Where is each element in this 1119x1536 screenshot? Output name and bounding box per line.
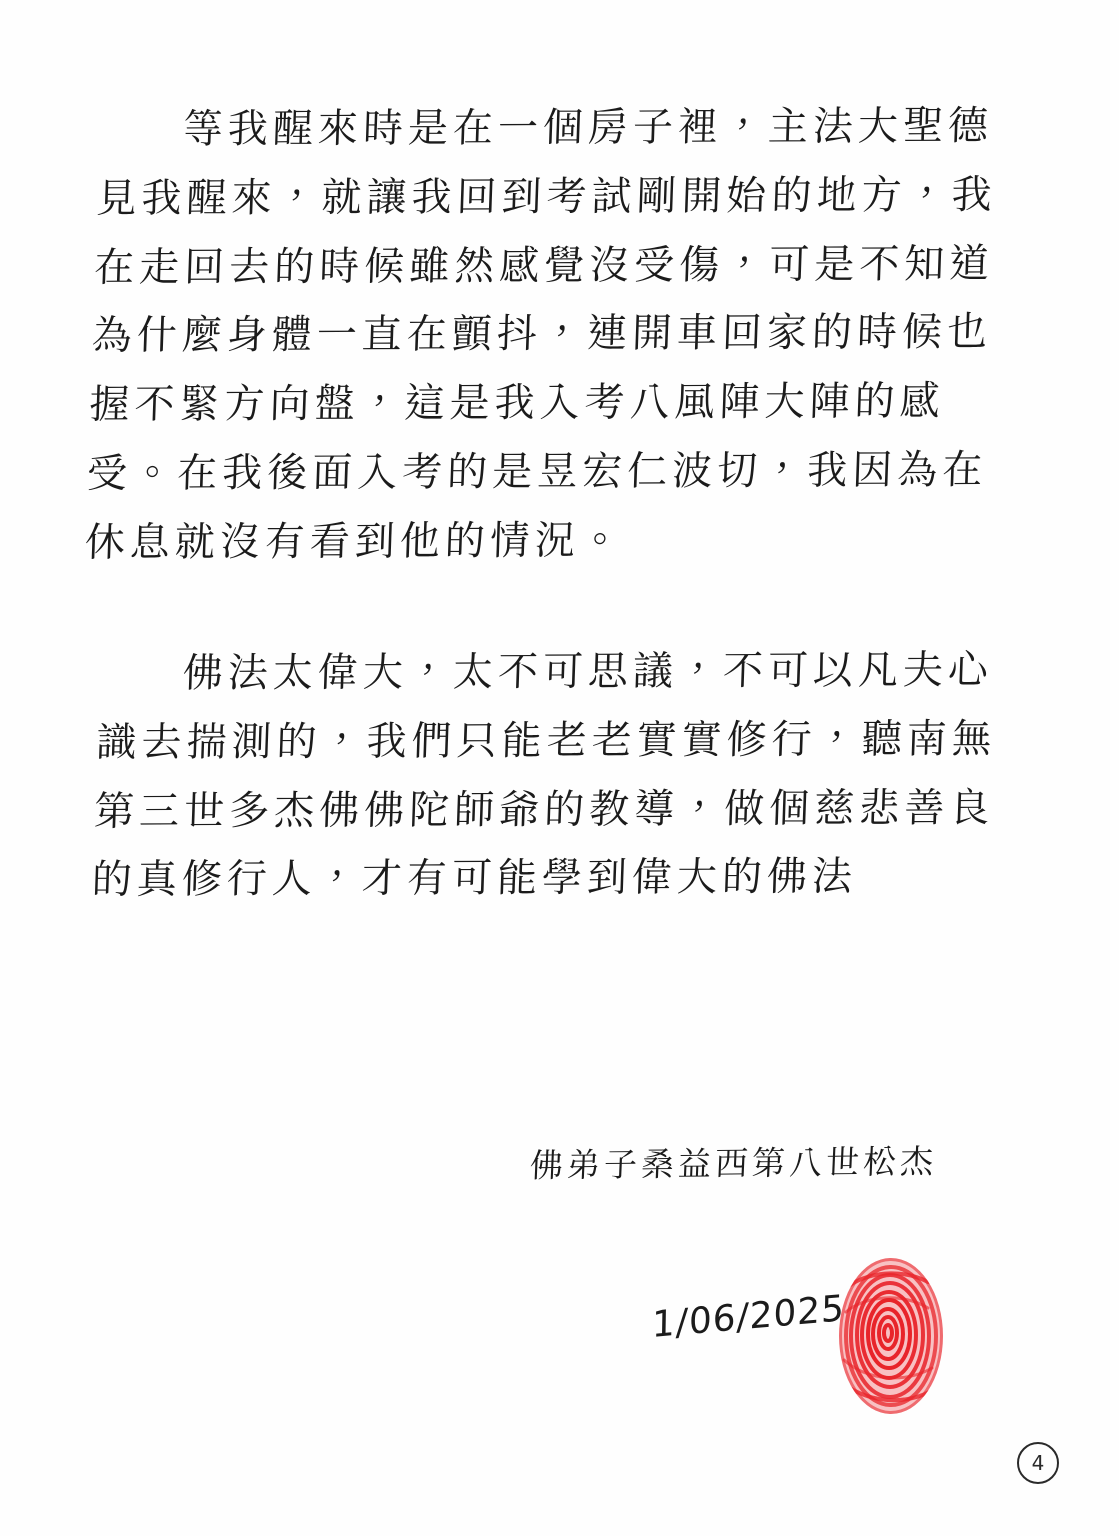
date-text: 1/06/2025 <box>651 1288 846 1347</box>
paragraph-2: 佛法太偉大，太不可思議，不可以凡夫心識去揣測的，我們只能老老實實修行，聽南無第三世多杰佛佛陀師爺的教導，做個慈悲善良的真修行人，才有可能學到偉大的佛法 <box>91 646 998 903</box>
paragraph-1: 等我醒來時是在一個房子裡，主法大聖德見我醒來，就讓我回到考試剛開始的地方，我在走回去的時候雖然感覺沒受傷，可是不知道為什麼身體一直在顫抖，連開車回家的時候也握不緊方向盤，這是我入考八風陣大陣的感受。在我後面入考的是昱宏仁波切，我因為在休息就沒有看到他的情況。 <box>84 103 998 566</box>
signature-text: 佛弟子桑益西第八世松杰 <box>529 1141 938 1185</box>
signature-block <box>530 1140 1030 1187</box>
red-fingerprint-stamp <box>828 1252 954 1420</box>
page-number: 4 <box>1017 1442 1059 1484</box>
letter-body <box>84 96 1030 953</box>
